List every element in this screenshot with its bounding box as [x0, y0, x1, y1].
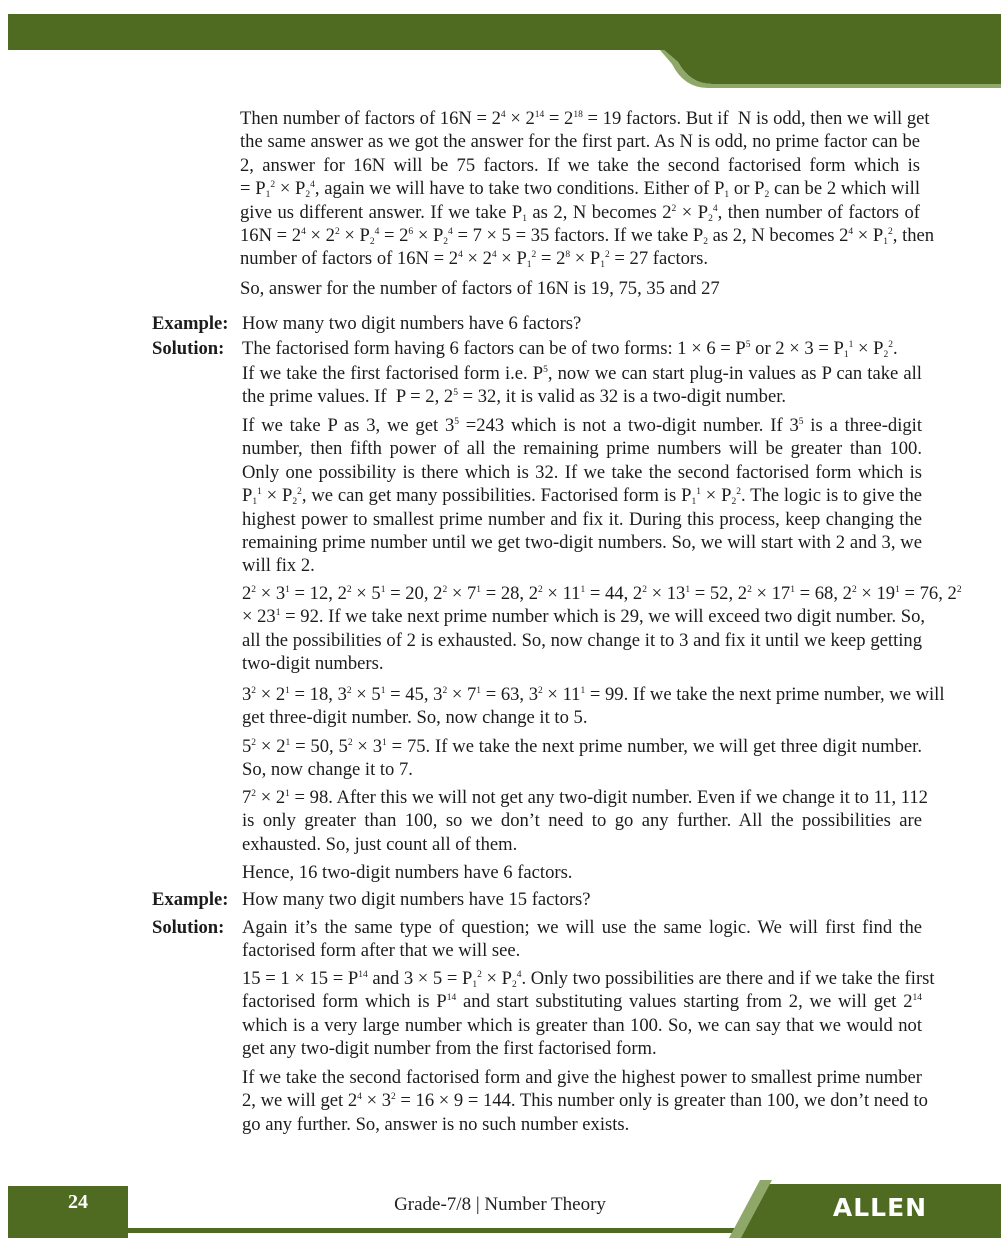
intro-paragraph: [240, 107, 935, 271]
intro-conclusion: So, answer for the number of factors of 16N is 19, 75, 35 and 27: [240, 278, 720, 299]
text-line: will fix 2.: [242, 555, 315, 577]
text-line: $16N = 2^4 \times 2^2 \times P_2^4 = 2^6 \times P_2^4 = 7 \times 5 = 35$ factors. If we take $P_2$ as 2, N becomes $2^4 \times P_1^2$, then: [240, 225, 935, 248]
text-line: If we take the second factorised form and give the highest power to smallest prime number: [242, 1067, 922, 1088]
solution-1-para-1: [242, 337, 922, 360]
solution-1-para-8: [242, 861, 922, 884]
text-line: Only one possibility is there which is 32. If we take the second factorised form which is: [242, 461, 922, 483]
text-line: the same answer as we got the answer for the first part. As N is odd, no prime factor can be: [240, 131, 920, 153]
text-line: Hence, 16 two-digit numbers have 6 factors.: [242, 862, 573, 883]
text-line: which is a very large number which is greater than 100. So, we can say that we would not: [242, 1014, 922, 1036]
example-1-question: How many two digit numbers have 6 factors?: [242, 313, 582, 334]
text-line: the prime values. If P = 2, $2^5 = 32$, it is valid as 32 is a two-digit number.: [242, 386, 787, 408]
text-line: $15 = 1 \times 15 = P^{14}$ and $3 \times 5 = P_1^2 \times P_2^4$. Only two possibilities are there and if we take the first: [242, 968, 935, 990]
solution-1-para-2: [242, 362, 922, 409]
solution-1-para-7: [242, 786, 928, 856]
text-line: exhausted. So, just count all of them.: [242, 833, 518, 855]
header-band: [0, 0, 1001, 90]
text-line: highest power to smallest prime number and fix it. During this process, keep changing the: [242, 508, 922, 530]
text-line: is only greater than 100, so we don’t need to go any further. All the possibilities are: [242, 810, 922, 832]
text-line: factorised form which is $P^{14}$ and start substituting values starting from 2, we will get $2^{14}$: [242, 991, 922, 1013]
allen-logo: ALLEN: [832, 1193, 928, 1222]
text-line: $P_1^1 \times P_2^2$, we can get many possibilities. Factorised form is $P_1^1 \times P_2^2$. The logic is to give the: [242, 485, 922, 508]
solution-1-para-4: [242, 582, 962, 676]
solution-2-para-1: [242, 916, 922, 963]
footer-rule: [128, 1228, 788, 1233]
text-line: × $23^1 = 92$. If we take next prime number which is 29, we will exceed two digit number. So,: [242, 606, 926, 628]
text-line: The factorised form having 6 factors can be of two forms: $1 \times 6 = P^5$ or $2 \times 3 = P_1^1 \times P_2^2$.: [242, 338, 898, 360]
solution-2-para-3: [242, 1066, 928, 1136]
text-line: get three-digit number. So, now change it to 5.: [242, 707, 588, 729]
text-line: Then number of factors of $16N = 2^4 \times 2^{14} = 2^{18} = 19$ factors. But if N is odd, then we will get: [240, 108, 930, 129]
solution-1-para-5: [242, 683, 945, 730]
text-line: get any two-digit number from the first factorised form.: [242, 1038, 657, 1060]
text-line: $5^2 \times 2^1 = 50$, $5^2 \times 3^1 = 75$. If we take the next prime number, we will get three digit number.: [242, 736, 922, 757]
footer-title: Grade-7/8 | Number Theory: [394, 1194, 606, 1215]
text-line: $2^2 \times 3^1 = 12$, $2^2 \times 5^1 = 20$, $2^2 \times 7^1 = 28$, $2^2 \times 11^1 = 44$, $2^2 \times 13^1 = 52$, $2^2 \times 17^1 = 68$, $2^2 \times 19^1 = 76$, $2^2$: [242, 583, 962, 604]
text-line: go any further. So, answer is no such number exists.: [242, 1113, 630, 1135]
solution-2-label: Solution:: [152, 917, 225, 938]
text-line: If we take the first factorised form i.e. $P^5$, now we can start plug-in values as P can take all: [242, 363, 922, 384]
text-line: If we take P as 3, we get $3^5 =243$ which is not a two-digit number. If $3^5$ is a three-digit: [242, 415, 923, 436]
text-line: two-digit numbers.: [242, 653, 384, 675]
text-line: $7^2 \times 2^1 = 98$. After this we will not get any two-digit number. Even if we change it to 11, 112: [242, 787, 928, 808]
solution-1-para-3: [242, 414, 922, 578]
text-line: $3^2 \times 2^1 = 18$, $3^2 \times 5^1 = 45$, $3^2 \times 7^1 = 63$, $3^2 \times 11^1 = 99$. If we take the next prime number, we will: [242, 684, 945, 705]
example-1-label: Example:: [152, 313, 229, 334]
solution-2-para-2: [242, 967, 935, 1061]
text-line: 2, we will get $2^4 \times 3^2 = 16 \times 9 = 144$. This number only is greater than 100, we don’t need to: [242, 1090, 928, 1112]
text-line: number, then fifth power of all the remaining prime numbers will be greater than 100.: [242, 438, 922, 460]
text-line: = $P_1^2 \times P_2^4$, again we will have to take two conditions. Either of $P_1$ or $P_2$ can be 2 which will: [240, 178, 920, 201]
text-line: all the possibilities of 2 is exhausted. So, now change it to 3 and fix it until we keep getting: [242, 629, 922, 651]
example-2-question: How many two digit numbers have 15 factors?: [242, 889, 591, 910]
text-line: 2, answer for 16N will be 75 factors. If we take the second factorised form which is: [240, 154, 920, 176]
solution-1-label: Solution:: [152, 338, 225, 359]
text-line: So, now change it to 7.: [242, 759, 413, 781]
text-line: give us different answer. If we take $P_1$ as 2, N becomes $2^2 \times P_2^4$, then number of factors of: [240, 201, 920, 224]
text-line: number of factors of $16N = 2^4 \times 2^4 \times P_1^2 = 2^8 \times P_1^2 = 27$ factors.: [240, 248, 709, 271]
text-line: factorised form after that we will see.: [242, 940, 521, 962]
example-2-label: Example:: [152, 889, 229, 910]
header-green-shape: [8, 14, 1001, 84]
text-line: Again it’s the same type of question; we will use the same logic. We will first find the: [242, 917, 922, 938]
solution-1-para-6: [242, 735, 922, 782]
text-line: remaining prime number until we get two-digit numbers. So, we will start with 2 and 3, we: [242, 532, 922, 554]
page-number: 24: [68, 1191, 88, 1213]
